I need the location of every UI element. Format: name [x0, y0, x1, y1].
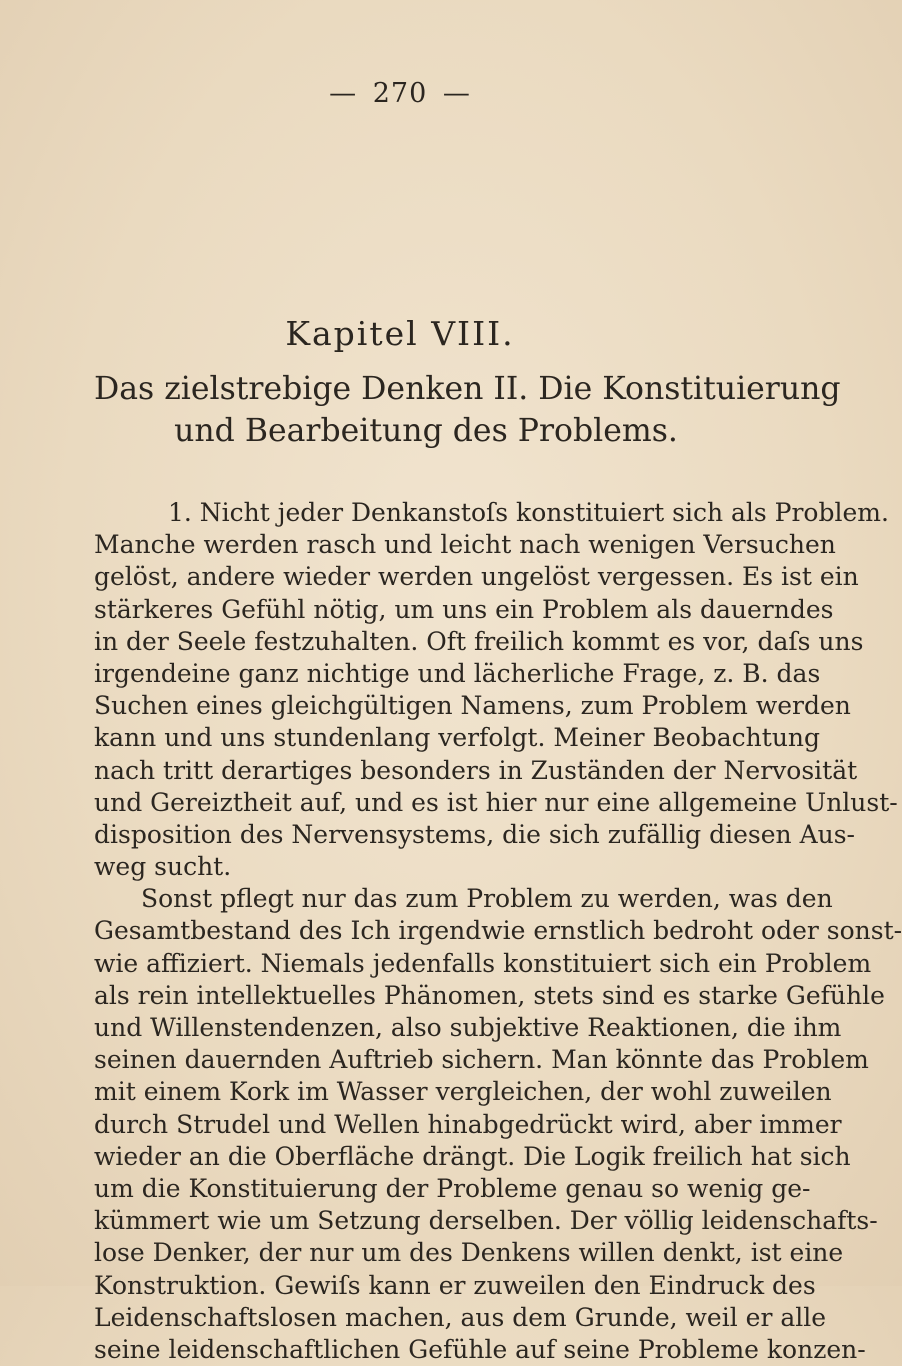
text-line: um die Konstituierung der Probleme genau so wenig ge- [94, 1173, 811, 1203]
text-line: und Gereiztheit auf, und es ist hier nur eine allgemeine Unlust- [94, 787, 898, 817]
text-line: kann und uns stundenlang verfolgt. Meiner Beobachtung [94, 723, 821, 753]
text-line: irgendeine ganz nichtige und lächerliche Frage, z. B. das [94, 658, 821, 688]
text-line: seinen dauernden Auftrieb sichern. Man könnte das Problem [94, 1045, 869, 1075]
text-line: gelöst, andere wieder werden ungelöst vergessen. Es ist ein [94, 562, 859, 592]
page-number: — 270 — [329, 78, 471, 109]
text-line: wieder an die Oberfläche drängt. Die Logik freilich hat sich [94, 1141, 851, 1171]
text-line: stärkeres Gefühl nötig, um uns ein Problem als dauerndes [94, 594, 834, 624]
text-line: wie affiziert. Niemals jedenfalls konstituiert sich ein Problem [94, 948, 872, 978]
text-line: seine leidenschaftlichen Gefühle auf seine Probleme konzen- [94, 1334, 866, 1364]
text-line: Manche werden rasch und leicht nach wenigen Versuchen [94, 530, 836, 560]
text-line: und Willenstendenzen, also subjektive Reaktionen, die ihm [94, 1013, 842, 1042]
text-line: durch Strudel und Wellen hinabgedrückt wird, aber immer [94, 1109, 842, 1139]
text-line: disposition des Nervensystems, die sich zufällig diesen Aus- [94, 819, 855, 849]
text-line: Sonst pflegt nur das zum Problem zu werden, was den [141, 884, 833, 914]
text-line: als rein intellektuelles Phänomen, stets sind es starke Gefühle [94, 980, 885, 1010]
text-line: Leidenschaftslosen machen, aus dem Grunde, weil er alle [94, 1302, 827, 1332]
chapter-label: Kapitel VIII. [285, 314, 515, 353]
text-line: Suchen eines gleichgültigen Namens, zum Problem werden [94, 691, 851, 721]
text-line: Gesamtbestand des Ich irgendwie ernstlich bedroht oder sonst- [94, 916, 902, 946]
text-line: weg sucht. [94, 852, 232, 882]
chapter-title [94, 368, 841, 452]
chapter-title-line: und Bearbeitung des Problems. [174, 413, 678, 449]
text-line: in der Seele festzuhalten. Oft freilich kommt es vor, daſs uns [94, 626, 864, 656]
text-line: kümmert wie um Setzung derselben. Der völlig leidenschafts- [94, 1206, 878, 1236]
text-line: Konstruktion. Gewiſs kann er zuweilen den Eindruck des [94, 1270, 816, 1300]
body-text [94, 497, 902, 1366]
chapter-title-line: Das zielstrebige Denken II. Die Konstituierung [94, 371, 841, 407]
text-line: 1. Nicht jeder Denkanstoſs konstituiert sich als Problem. [168, 498, 889, 527]
text-line: mit einem Kork im Wasser vergleichen, der wohl zuweilen [94, 1077, 832, 1107]
text-line: lose Denker, der nur um des Denkens willen denkt, ist eine [94, 1238, 844, 1268]
text-line: nach tritt derartiges besonders in Zuständen der Nervosität [94, 755, 858, 785]
